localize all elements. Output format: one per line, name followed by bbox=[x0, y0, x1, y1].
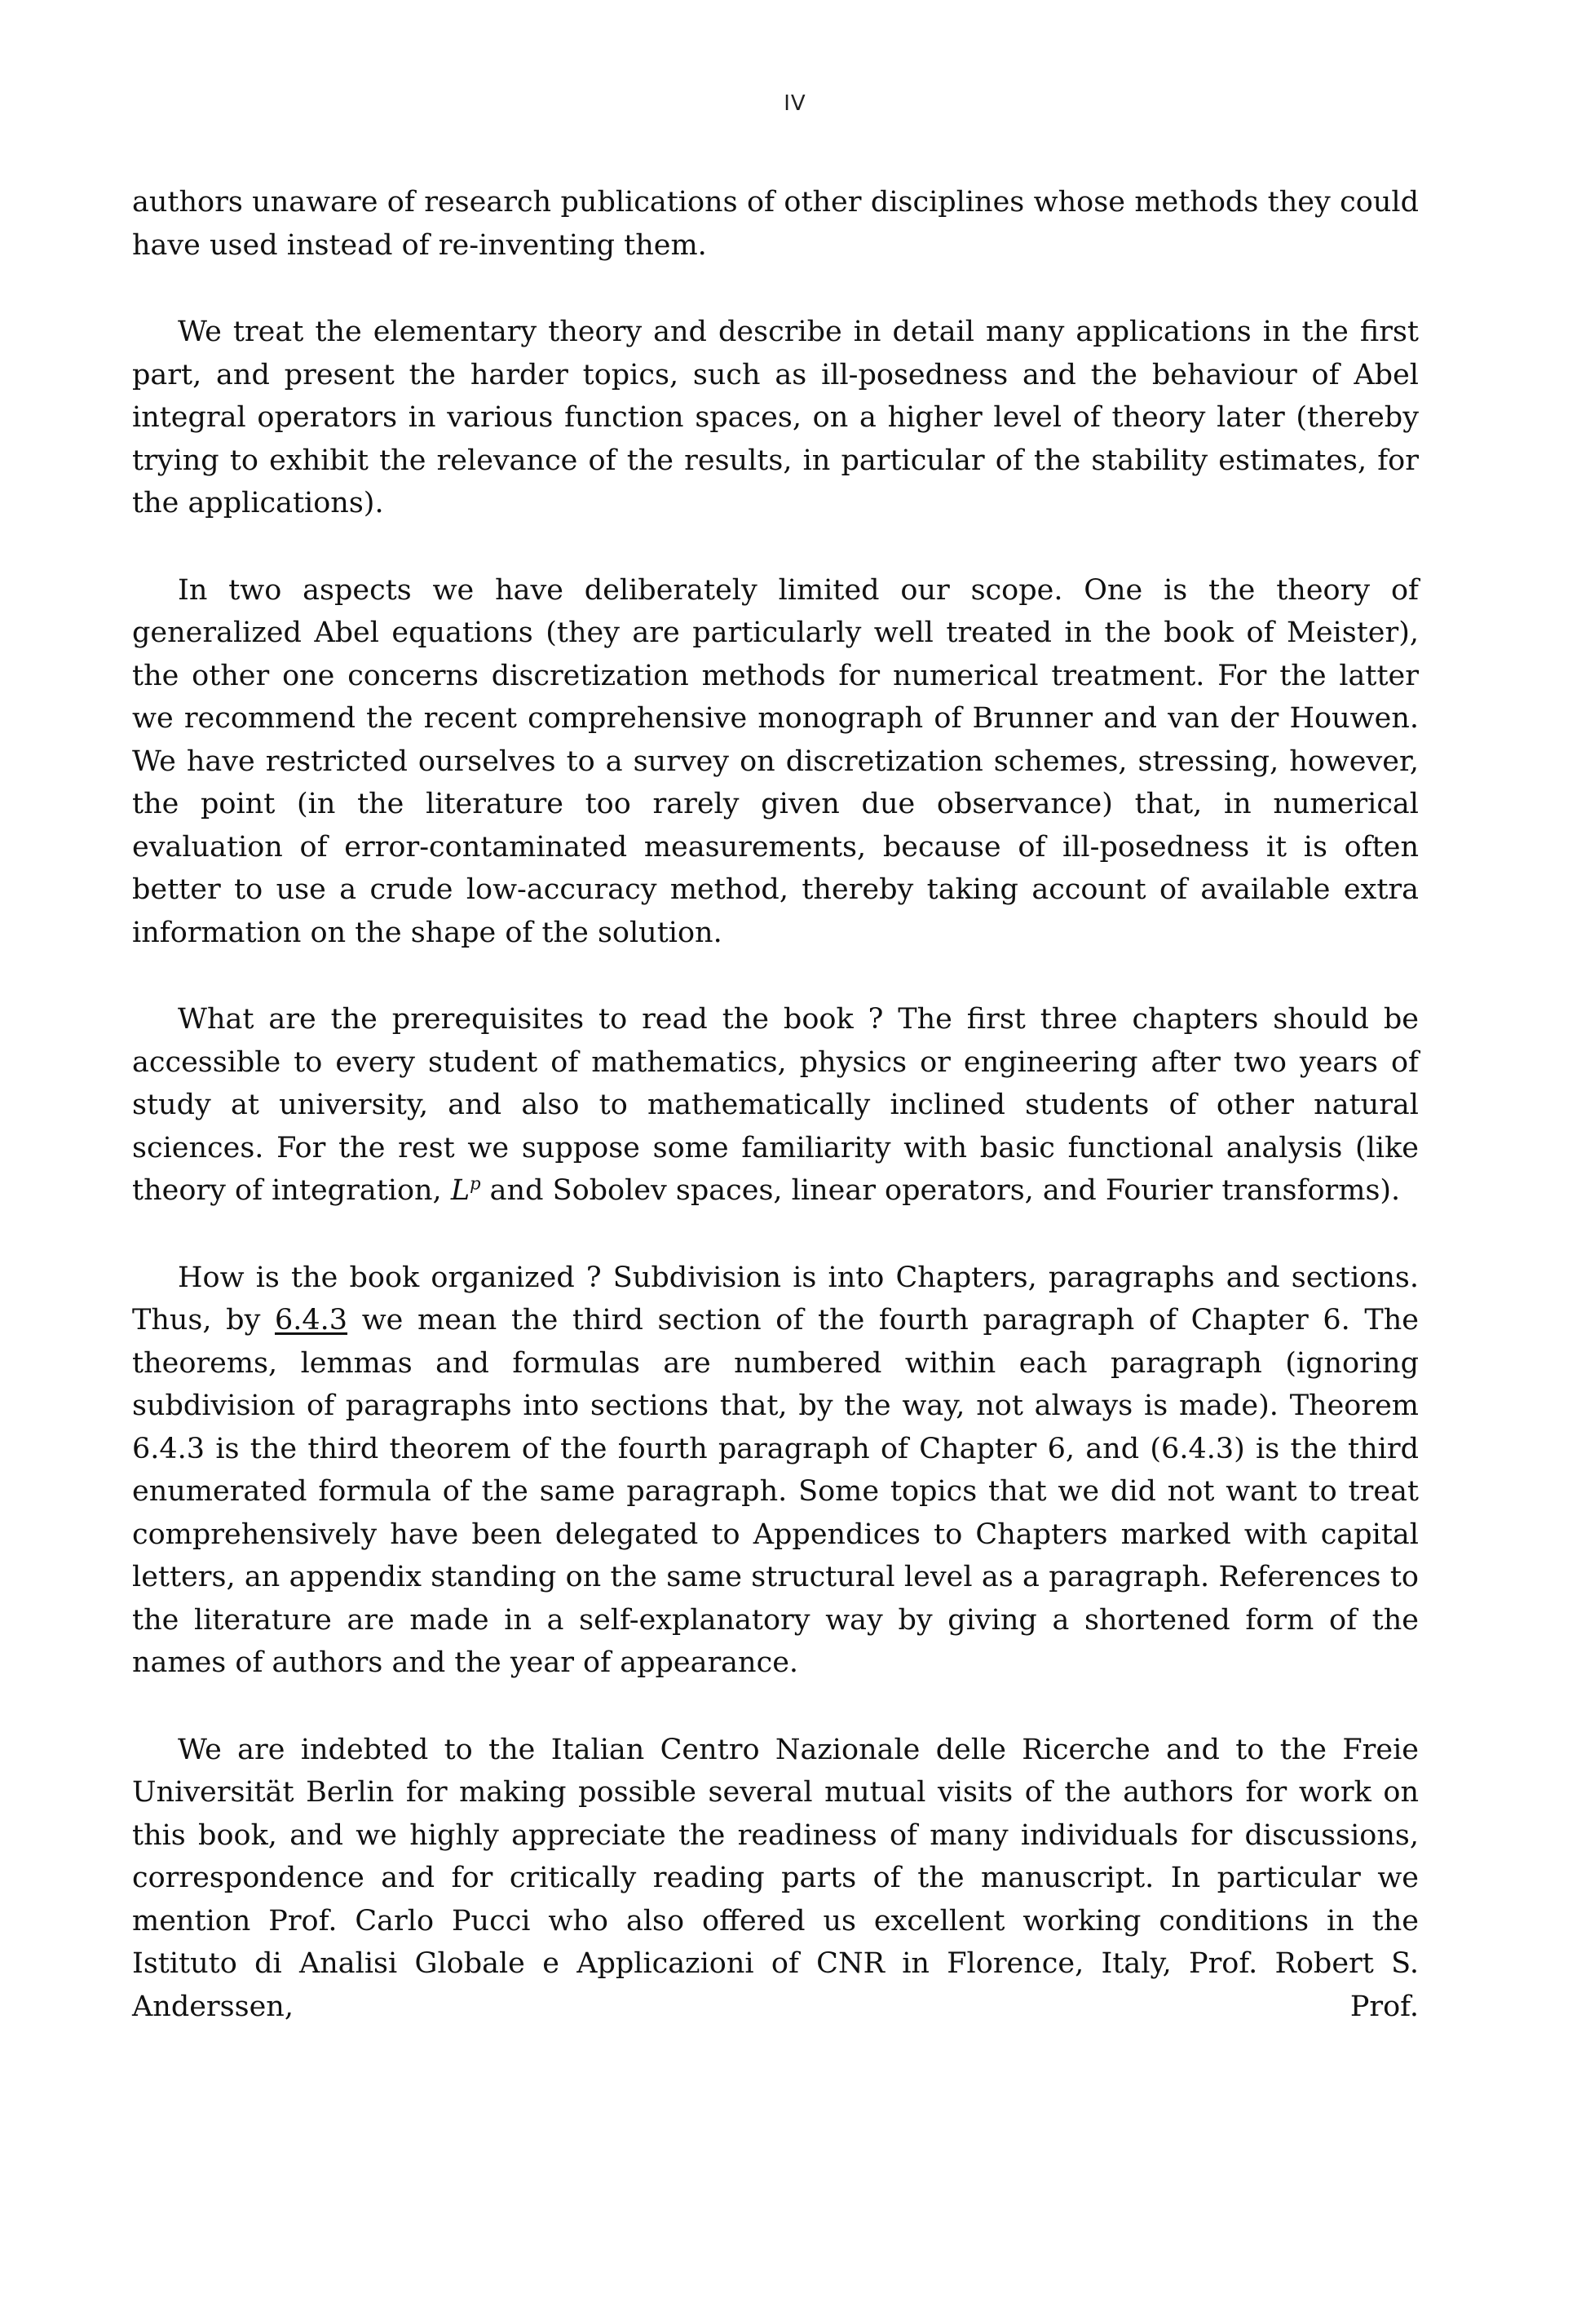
section-reference-link: 6.4.3 bbox=[274, 1304, 348, 1337]
prerequisites-text-start: What are the prerequisites to read the book ? The first three chapters should be accessible to every student of mathematics, physics or engineering after two years of study at university, and also to mathematically inclined students of other natural sciences. For the rest we suppose some familiarity with basic functional analysis (like theory of integration, bbox=[132, 1003, 1419, 1207]
lp-exponent: p bbox=[470, 1173, 481, 1194]
paragraph-scope-overview: We treat the elementary theory and describe in detail many applications in the first part, and present the harder topics, such as ill-posedness and the behaviour of Abel integral operators in various function spaces, on a higher level of theory later (thereby trying to exhibit the relevance of the results, in particular of the stability estimates, for the applications). bbox=[132, 316, 1419, 519]
lp-symbol bbox=[451, 1174, 481, 1207]
paragraph-continuation: authors unaware of research publications of other disciplines whose methods they could have used instead of re-inventing them. bbox=[132, 186, 1419, 262]
body-text bbox=[132, 181, 1419, 2028]
paragraph-organization bbox=[132, 1257, 1419, 1685]
organization-text-start: How is the book organized ? Subdivision is into Chapters, paragraphs and sections. Thus, by bbox=[132, 1261, 1419, 1337]
paragraph-acknowledgements: We are indebted to the Italian Centro Nazionale delle Ricerche and to the Freie Universität Berlin for making possible several mutual visits of the authors for work on this book, and we highly appreciate the readiness of many individuals for discussions, correspondence and for critically reading parts of the manuscript. In particular we mention Prof. Carlo Pucci who also offered us excellent working conditions in the Istituto di Analisi Globale e Applicazioni of CNR in Florence, Italy, Prof. Robert S. Anderssen, Prof. bbox=[132, 1733, 1419, 2023]
paragraph-limited-scope: In two aspects we have deliberately limited our scope. One is the theory of generalized Abel equations (they are particularly well treated in the book of Meister), the other one concerns discretization methods for numerical treatment. For the latter we recommend the recent comprehensive monograph of Brunner and van der Houwen. We have restricted ourselves to a survey on discretization schemes, stressing, however, the point (in the literature too rarely given due observance) that, in numerical evaluation of error-contaminated measurements, because of ill-posedness it is often better to use a crude low-accuracy method, thereby taking account of available extra information on the shape of the solution. bbox=[132, 573, 1419, 949]
organization-text-end: we mean the third section of the fourth paragraph of Chapter 6. The theorems, lemmas and formulas are numbered within each paragraph (ignoring subdivision of paragraphs into sections that, by the way, not always is made). Theorem 6.4.3 is the third theorem of the fourth paragraph of Chapter 6, and (6.4.3) is the third enumerated formula of the same paragraph. Some topics that we did not want to treat comprehensively have been delegated to Appendices to Chapters marked with capital letters, an appendix standing on the same structural level as a paragraph. References to the literature are made in a self-explanatory way by giving a shortened form of the names of authors and the year of appearance. bbox=[132, 1304, 1419, 1679]
paragraph-prerequisites bbox=[132, 998, 1419, 1213]
prerequisites-text-end: and Sobolev spaces, linear operators, and Fourier transforms). bbox=[480, 1174, 1401, 1207]
page-number: IV bbox=[784, 91, 806, 116]
lp-letter: L bbox=[450, 1174, 470, 1207]
